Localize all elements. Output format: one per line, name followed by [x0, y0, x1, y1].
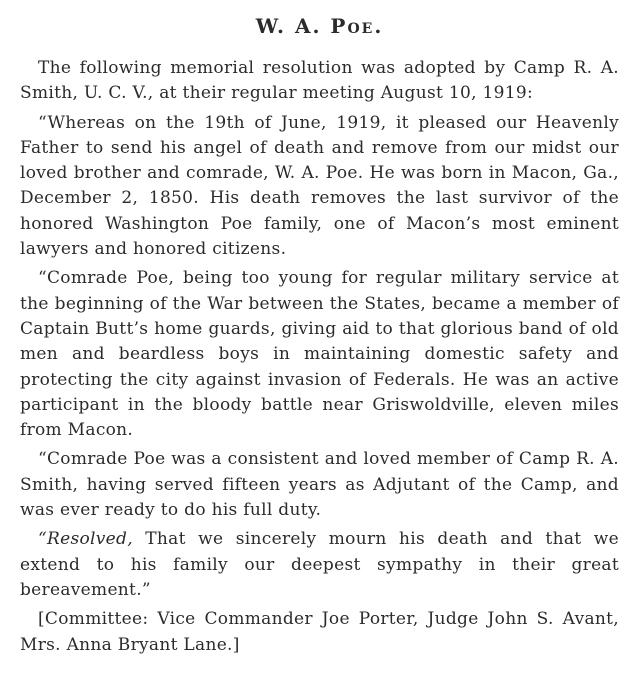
resolved-paragraph [20, 527, 619, 603]
intro-paragraph: The following memorial resolution was adopted by Camp R. A. Smith, U. C. V., at their regular meeting August 10, 1919: [20, 58, 619, 104]
article-title: W. A. Poe. [255, 14, 384, 38]
resolved-label: “Resolved, [38, 529, 133, 550]
membership-paragraph: “Comrade Poe was a consistent and loved member of Camp R. A. Smith, having served fifteen years as Adjutant of the Camp, and was ever ready to do his full duty. [20, 449, 619, 521]
whereas-paragraph: “Whereas on the 19th of June, 1919, it pleased our Heavenly Father to send his angel of death and remove from our midst our loved brother and comrade, W. A. Poe. He was born in Macon, Ga., December 2, 1850. His death removes the last survivor of the honored Washington Poe family, one of Macon’s most eminent lawyers and honored citizens. [20, 112, 619, 260]
document-page [20, 14, 619, 658]
resolved-text: That we sincerely mourn his death and that we extend to his family our deepest sympathy in their great bereavement.” [20, 529, 619, 600]
service-paragraph: “Comrade Poe, being too young for regular military service at the beginning of the War between the States, became a member of Captain Butt’s home guards, giving aid to that glorious band of old men and beardless boys in maintaining domestic safety and protecting the city against invasion of Federals. He was an active participant in the bloody battle near Griswoldville, eleven miles from Macon. [20, 268, 619, 441]
committee-paragraph: [Committee: Vice Commander Joe Porter, Judge John S. Avant, Mrs. Anna Bryant Lane.] [20, 609, 619, 655]
